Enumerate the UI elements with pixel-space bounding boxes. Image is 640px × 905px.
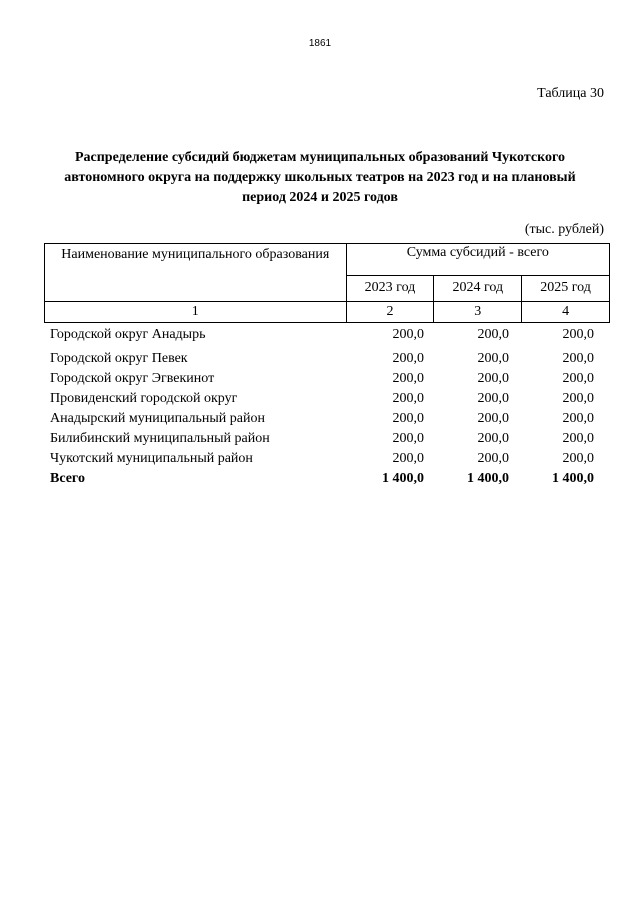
units-label: (тыс. рублей) <box>524 222 604 237</box>
column-number-3: 3 <box>434 302 522 323</box>
row-name: Билибинский муниципальный район <box>50 431 270 446</box>
row-value-2023: 200,0 <box>392 371 424 386</box>
column-number-1: 1 <box>45 302 347 323</box>
row-value-2025: 200,0 <box>562 451 594 466</box>
row-value-2024: 200,0 <box>477 411 509 426</box>
row-value-2025: 200,0 <box>562 391 594 406</box>
total-value-2024: 1 400,0 <box>467 471 509 486</box>
row-value-2025: 200,0 <box>562 327 594 342</box>
header-year-2023: 2023 год <box>346 275 434 301</box>
row-value-2023: 200,0 <box>392 411 424 426</box>
row-name: Анадырский муниципальный район <box>50 411 265 426</box>
row-value-2025: 200,0 <box>562 411 594 426</box>
page-number: 1861 <box>308 38 332 49</box>
row-value-2024: 200,0 <box>477 351 509 366</box>
document-title: Распределение субсидий бюджетам муниципальных образований Чукотского автономного округа на поддержку школьных театров на 2023 год и на плановый период 2024 и 2025 годов <box>64 150 576 205</box>
table-row <box>50 350 606 370</box>
row-name: Чукотский муниципальный район <box>50 451 253 466</box>
table-row <box>50 410 606 430</box>
row-value-2024: 200,0 <box>477 371 509 386</box>
row-value-2025: 200,0 <box>562 351 594 366</box>
header-year-2024: 2024 год <box>434 275 522 301</box>
row-value-2023: 200,0 <box>392 451 424 466</box>
row-value-2024: 200,0 <box>477 431 509 446</box>
table-label: Таблица 30 <box>537 86 604 101</box>
table-row <box>50 370 606 390</box>
row-name: Городской округ Анадырь <box>50 327 206 342</box>
header-sum-column: Сумма субсидий - всего <box>346 244 609 276</box>
table-row <box>50 326 606 350</box>
table-body <box>50 326 606 490</box>
table-header <box>44 243 610 323</box>
table-row <box>50 390 606 410</box>
row-value-2023: 200,0 <box>392 327 424 342</box>
row-name: Городской округ Эгвекинот <box>50 371 215 386</box>
row-value-2024: 200,0 <box>477 327 509 342</box>
row-value-2023: 200,0 <box>392 431 424 446</box>
total-row <box>50 470 606 490</box>
row-name: Провиденский городской округ <box>50 391 238 406</box>
header-year-2025: 2025 год <box>522 275 610 301</box>
row-name: Городской округ Певек <box>50 351 188 366</box>
total-label: Всего <box>50 471 85 486</box>
column-number-4: 4 <box>522 302 610 323</box>
row-value-2023: 200,0 <box>392 391 424 406</box>
row-value-2025: 200,0 <box>562 371 594 386</box>
row-value-2024: 200,0 <box>477 451 509 466</box>
table-row <box>50 430 606 450</box>
total-value-2025: 1 400,0 <box>552 471 594 486</box>
table-row <box>50 450 606 470</box>
row-value-2024: 200,0 <box>477 391 509 406</box>
header-name-column: Наименование муниципального образования <box>45 244 347 302</box>
row-value-2025: 200,0 <box>562 431 594 446</box>
total-value-2023: 1 400,0 <box>382 471 424 486</box>
column-number-2: 2 <box>346 302 434 323</box>
row-value-2023: 200,0 <box>392 351 424 366</box>
